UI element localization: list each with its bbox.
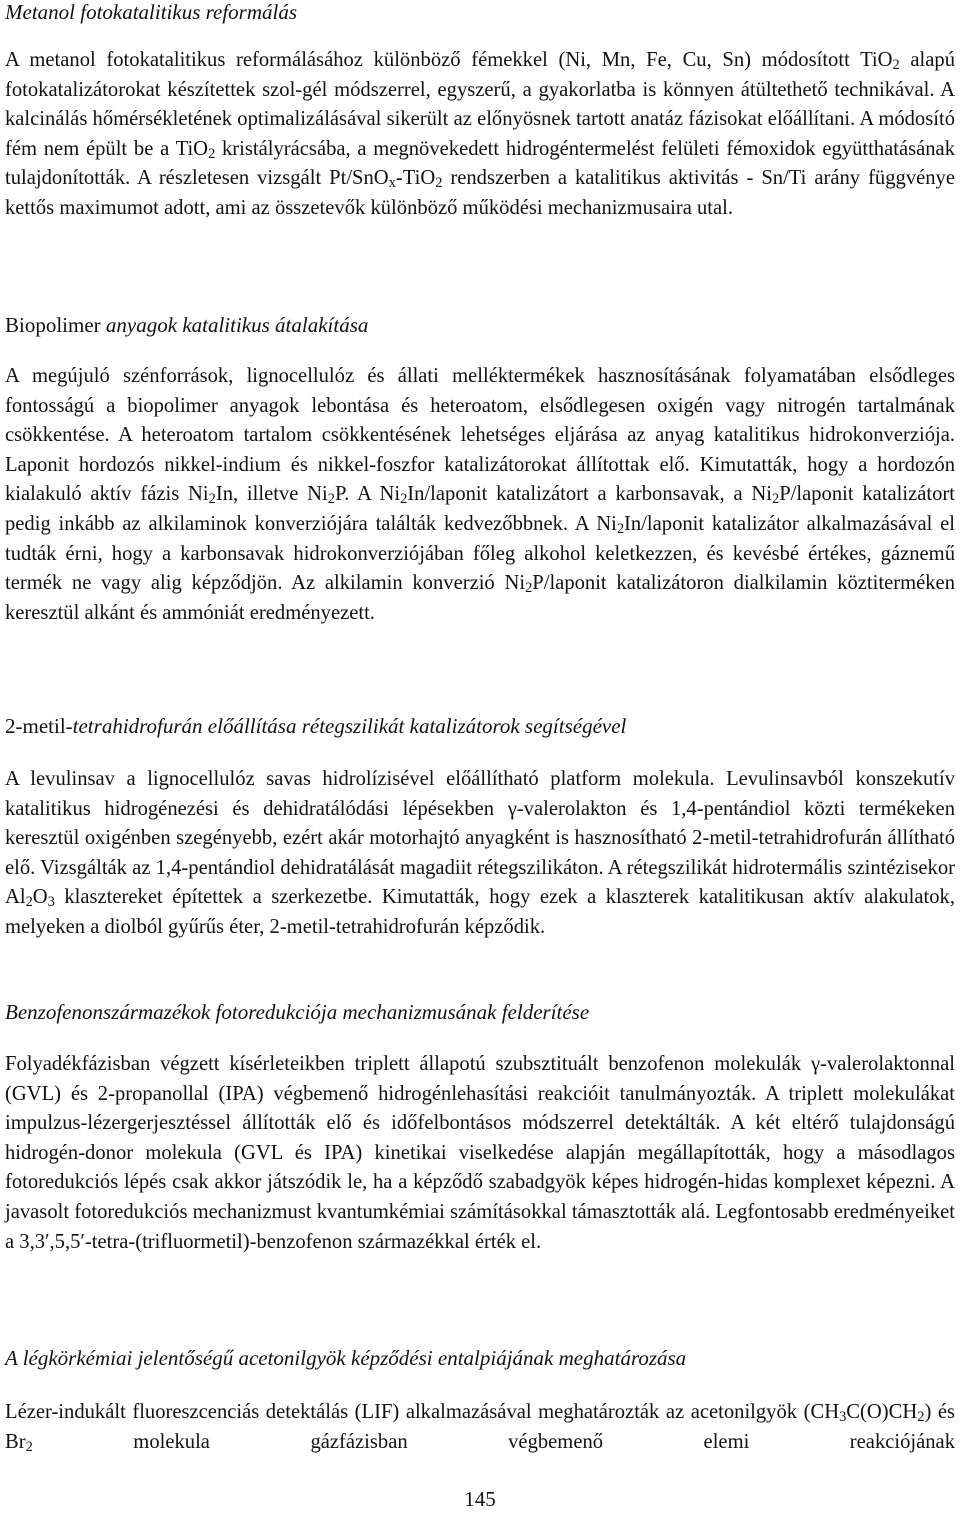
heading-text: Biopolimer (5, 313, 106, 337)
subscript: 2 (25, 1438, 33, 1455)
text-run: In/laponit katalizátor alkalmazásával el tudták érni, hogy a karbonsavak hidrokonverziójában főleg alkohol keletkezzen, és kevésbé értékes, gáznemű termék ne vagy alig képződjön. Az alkilamin konverzió Ni (5, 512, 955, 595)
text-run: P. A Ni (334, 483, 401, 506)
text-run: kristályrácsába, a megnövekedett hidrogéntermelést felületi fémoxidok együtthatásának tulajdonították. A részletesen vizsgált Pt/SnO (5, 137, 955, 190)
heading-text-italic: tetrahidrofurán előállítása rétegszilikát katalizátorok segítségével (72, 714, 627, 738)
text-run: ) és Br (5, 1401, 955, 1453)
paragraph-acetonyl (5, 1398, 955, 1457)
page-number: 145 (464, 1487, 496, 1511)
heading-text: 2-metil- (5, 714, 73, 738)
section-heading-methanol-reforming (5, 0, 297, 26)
text-run: Lézer-indukált fluoreszcenciás detektálás (LIF) alkalmazásával meghatározták az acetonilgyök (CH (5, 1401, 840, 1423)
paragraph-methanol-reforming (5, 46, 955, 224)
subscript: x (388, 175, 396, 192)
heading-text-italic: anyagok katalitikus átalakítása (105, 313, 369, 337)
text-run: A megújuló szénforrások, lignocellulóz és állati melléktermékek hasznosításának folyamatában elsődleges fontosságú a biopolimer anyagok lebontása és heteroatom, elsődlegesen oxigén vagy nitrogén tartalmának csökkentése. A heteroatom tartalom csökkentésének lehetséges eljárása az anyag katalitikus hidrokonverziója. Laponit hordozós nikkel-indium és nikkel-foszfor katalizátorokat állítottak elő. Kimutatták, hogy a hordozón kialakuló aktív fázis Ni (5, 365, 955, 506)
text-run: alapú fotokatalizátorokat készítettek szol-gél módszerrel, egyszerű, a gyakorlatba is könnyen átültethető technikával. A kalcinálás hőmérsékletének optimalizálásával sikerült az előnyösnek tartott anatáz fázisokat előállítani. A módosító fém nem épült be a TiO (5, 49, 955, 160)
subscript: 2 (917, 1409, 925, 1426)
text-run: klasztereket építettek a szerkezetbe. Kimutatták, hogy ezek a klaszterek katalitikusan aktív alakulatok, melyeken a diolból gyűrűs éter, 2-metil-tetrahidrofurán képződik. (5, 886, 955, 938)
text-run: molekula gázfázisban végbemenő elemi reakciójának (32, 1430, 955, 1453)
text-run: -TiO (395, 167, 436, 190)
text-run: A levulinsav a lignocellulóz savas hidrolízisével előállítható platform molekula. Levulinsavból konszekutív katalitikus hidrogénezési és dehidratálódási lépésekben γ-valerolakton és 1,4-pentándiol közti termékeken keresztül oxigénben szegényebb, ezért akár motorhajtó anyagként is hasznosítható 2-metil-tetrahidrofurán állítható elő. Vizsgálták az 1,4-pentándiol dehidratálását magadiit rétegszilikáton. A rétegszilikát hidrotermális szintézisekor Al (5, 768, 955, 909)
text-run: C(O)CH (846, 1401, 918, 1423)
section-heading-biopolymer (5, 311, 368, 339)
text-run: O (32, 886, 48, 909)
subscript: 2 (435, 175, 443, 192)
heading-text: Metanol fotokatalitikus reformálás (5, 0, 298, 24)
text-run: In, illetve Ni (215, 483, 328, 506)
section-heading-acetonyl (5, 1344, 686, 1372)
subscript: 2 (208, 145, 216, 162)
text-run: rendszerben a katalitikus aktivitás - Sn/Ti arány függvénye kettős maximumot adott, ami az összetevők különböző működési mechanizmusaira utal. (5, 167, 955, 219)
text-run: Folyadékfázisban végzett kísérleteikben triplett állapotú szubsztituált benzofenon molekulák γ-valerolaktonnal (GVL) és 2-propanollal (IPA) végbemenő hidrogénlehasítási reakcióit tanulmányozták. A triplett molekulákat impulzus-lézergerjesztéssel állították elő és időfelbontásos módszerrel detektálták. A két eltérő tulajdonságú hidrogén-donor molekula (GVL és IPA) kinetikai viselkedése alapján megállapították, hogy a másodlagos fotoredukciós lépés csak akkor játszódik le, ha a képződő szabadgyök képes hidrogén-hidas komplexet képezni. A javasolt fotoredukciós mechanizmust kvantumkémiai számításokkal támasztották alá. Legfontosabb eredményeiket a 3,3′,5,5′-tetra-(trifluormetil)-benzofenon származékkal érték el. (5, 1053, 955, 1253)
subscript: 3 (839, 1409, 847, 1426)
subscript: 2 (525, 580, 533, 597)
paragraph-benzophenone (5, 1050, 955, 1257)
section-heading-benzophenone (5, 998, 589, 1026)
text-run: In/laponit katalizátort a karbonsavak, a Ni (407, 483, 772, 506)
text-run: A metanol fotokatalitikus reformálásához különböző fémekkel (Ni, Mn, Fe, Cu, Sn) módosított TiO (5, 49, 893, 71)
subscript: 2 (892, 57, 900, 74)
text-run: P/laponit katalizátort pedig inkább az alkilaminok konverziójára találták kedvezőbbnek. A Ni (5, 483, 955, 535)
subscript: 2 (772, 491, 780, 508)
subscript: 2 (208, 491, 216, 508)
subscript: 2 (616, 521, 625, 538)
subscript: 2 (327, 491, 335, 508)
text-run: P/laponit katalizátoron dialkilamin köztiterméken keresztül alkánt és ammóniát eredményezett. (5, 572, 955, 624)
heading-text-italic: Benzofenonszármazékok fotoredukciója mechanizmusának felderítése (5, 1000, 590, 1024)
heading-text-italic: A légkörkémiai jelentőségű acetonilgyök képződési entalpiájának meghatározása (5, 1346, 687, 1370)
subscript: 2 (25, 894, 33, 911)
paragraph-methyl-thf (5, 765, 955, 943)
section-heading-methyl-thf (5, 712, 626, 740)
paragraph-biopolymer (5, 362, 955, 628)
subscript: 3 (47, 894, 55, 911)
subscript: 2 (400, 491, 408, 508)
